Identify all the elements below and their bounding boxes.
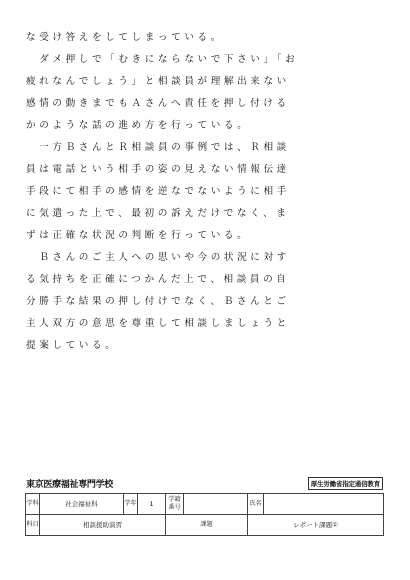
designation-stamp: 厚生労働省指定通信教育 bbox=[308, 477, 383, 490]
essay-line: ダメ押しで「むきにならないで下さい」「お bbox=[26, 54, 299, 65]
essay-line bbox=[26, 137, 388, 159]
year-label: 学年 bbox=[124, 494, 138, 515]
subject-value: 相談援助演習 bbox=[40, 515, 166, 536]
essay-body bbox=[26, 27, 388, 357]
essay-line: 員は電話という相手の姿の見えない情報伝達 bbox=[26, 164, 290, 175]
table-row bbox=[26, 515, 384, 536]
student-info-table bbox=[25, 493, 384, 536]
name-label: 氏名 bbox=[248, 494, 264, 515]
dept-value: 社会福祉科 bbox=[40, 494, 124, 515]
report-footer bbox=[25, 477, 383, 536]
footer-header bbox=[25, 477, 383, 491]
essay-line: 提案している。 bbox=[26, 340, 119, 351]
table-row bbox=[26, 494, 384, 515]
essay-line: 分勝手な結果の押し付けでなく、Ｂさんとご bbox=[26, 296, 290, 307]
student-id-value bbox=[184, 494, 248, 515]
school-name: 東京医療福祉専門学校 bbox=[26, 480, 114, 490]
essay-line: かのような話の進め方を行っている。 bbox=[26, 120, 251, 131]
assignment-value: レポート課題① bbox=[248, 515, 384, 536]
subject-label: 科目 bbox=[26, 515, 40, 536]
essay-line: 疲れなんでしょう」と相談員が理解出来ない bbox=[26, 76, 290, 87]
essay-line: 主人双方の意思を尊重して相談しましょうと bbox=[26, 318, 290, 329]
year-value: 1 bbox=[138, 494, 166, 515]
essay-line: る気持ちを正確につかんだ上で、相談員の自 bbox=[26, 274, 290, 285]
essay-line: 感情の動きまでもＡさんへ責任を押し付ける bbox=[26, 98, 290, 109]
essay-line: な受け答えをしてしまっている。 bbox=[26, 32, 224, 43]
name-value bbox=[264, 494, 384, 515]
essay-line: ずは正確な状況の判断を行っている。 bbox=[26, 230, 251, 241]
essay-line-tail: Ｒ相談員の事例では、Ｒ相談 bbox=[118, 142, 290, 153]
dept-label: 学科 bbox=[26, 494, 40, 515]
essay-line: 手段にて相手の感情を逆なでないように相手 bbox=[26, 186, 290, 197]
essay-line: に気遣った上で、最初の訴えだけでなく、ま bbox=[26, 208, 290, 219]
essay-line: Ｂさんのご主人への思いや今の状況に対す bbox=[26, 252, 290, 263]
assignment-label: 課題 bbox=[166, 515, 248, 536]
student-id-label: 学籍番号 bbox=[166, 494, 184, 515]
essay-line-head: 一方Ｂさんと bbox=[26, 142, 119, 153]
